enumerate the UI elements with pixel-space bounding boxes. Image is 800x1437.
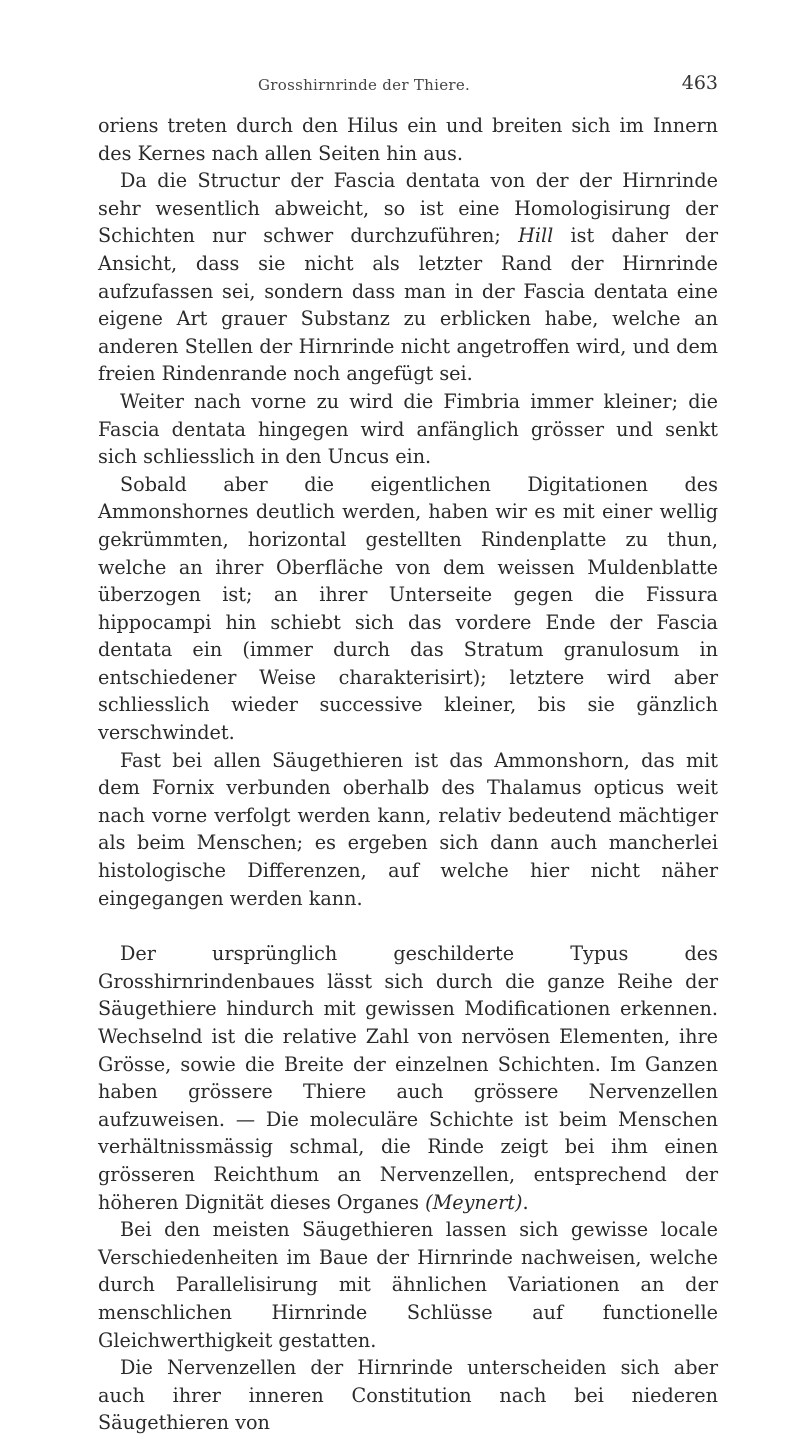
paragraph: [98, 747, 718, 913]
paragraph-text: .: [522, 1190, 529, 1214]
page-number: 463: [681, 72, 718, 94]
section-break: [98, 912, 718, 940]
author-citation: Hill: [518, 224, 554, 248]
paragraph: [98, 471, 718, 747]
paragraph: [98, 112, 718, 167]
paragraph-text: Weiter nach vorne zu wird die Fimbria immer kleiner; die Fascia dentata hingegen wird anfänglich grösser und senkt sich schliesslich in den Uncus ein.: [98, 389, 718, 469]
paragraph-text: Die Nervenzellen der Hirnrinde unterscheiden sich aber auch ihrer inneren Constitution nach bei niederen Säugethieren von: [98, 1356, 718, 1435]
paragraph-text: Da die Structur der Fascia dentata von der der Hirnrinde sehr wesentlich abweicht, so ist eine Homologisirung der Schichten nur schwer durchzuführen;: [98, 169, 718, 248]
paragraph-text: Bei den meisten Säugethieren lassen sich gewisse locale Verschiedenheiten im Baue der Hirnrinde nachweisen, welche durch Parallelisirung mit ähnlichen Variationen an der menschlichen Hirnrinde Schlüsse auf functionelle Gleichwerthigkeit gestatten.: [98, 1218, 718, 1352]
paragraph: [98, 167, 718, 388]
paragraph: [98, 388, 718, 471]
paragraph-text: ist daher der Ansicht, dass sie nicht als letzter Rand der Hirnrinde aufzufassen sei, sondern dass man in der Fascia dentata eine eigene Art grauer Substanz zu erblicken habe, welche an anderen Stellen der Hirnrinde nicht angetroffen wird, und dem freien Rindenrande noch angefügt sei.: [98, 224, 718, 386]
paragraph: [98, 940, 718, 1216]
page-header: [98, 72, 718, 102]
paragraph-text: Fast bei allen Säugethieren ist das Ammonshorn, das mit dem Fornix verbunden oberhalb des Thalamus opticus weit nach vorne verfolgt werden kann, relativ bedeutend mächtiger als beim Menschen; es ergeben sich dann auch mancherlei histologische Differenzen, auf welche hier nicht näher eingegangen werden kann.: [98, 748, 718, 910]
paragraph-text: Sobald aber die eigentlichen Digitationen des Ammonshornes deutlich werden, haben wir es mit einer wellig gekrümmten, horizontal gestellten Rindenplatte zu thun, welche an ihrer Oberfläche von dem weissen Muldenblatte überzogen ist; an ihrer Unterseite gegen die Fissura hippocampi hin schiebt sich das vordere Ende der Fascia dentata ein (immer durch das Stratum granulosum in entschiedener Weise charakterisirt); letztere wird aber schliesslich wieder successive kleiner, bis sie gänzlich verschwindet.: [98, 472, 718, 745]
paragraph-text: Der ursprünglich geschilderte Typus des Grosshirnrindenbaues lässt sich durch die ganze Reihe der Säugethiere hindurch mit gewissen Modificationen erkennen. Wechselnd ist die relative Zahl von nervösen Elementen, ihre Grösse, sowie die Breite der einzelnen Schichten. Im Ganzen haben grössere Thiere auch grössere Nervenzellen aufzuweisen. — Die moleculäre Schichte ist beim Menschen verhältnissmässig schmal, die Rinde zeigt bei ihm einen grösseren Reichthum an Nervenzellen, entsprechend der höheren Dignität dieses Organes: [98, 942, 718, 1214]
paragraph: [98, 1354, 718, 1437]
paragraph-text: oriens treten durch den Hilus ein und breiten sich im Innern des Kernes nach allen Seiten hin aus.: [98, 114, 718, 165]
paragraph: [98, 1216, 718, 1354]
author-citation: (Meynert): [425, 1190, 523, 1214]
body-text: [98, 112, 718, 1437]
running-head: Grosshirnrinde der Thiere.: [258, 76, 471, 94]
